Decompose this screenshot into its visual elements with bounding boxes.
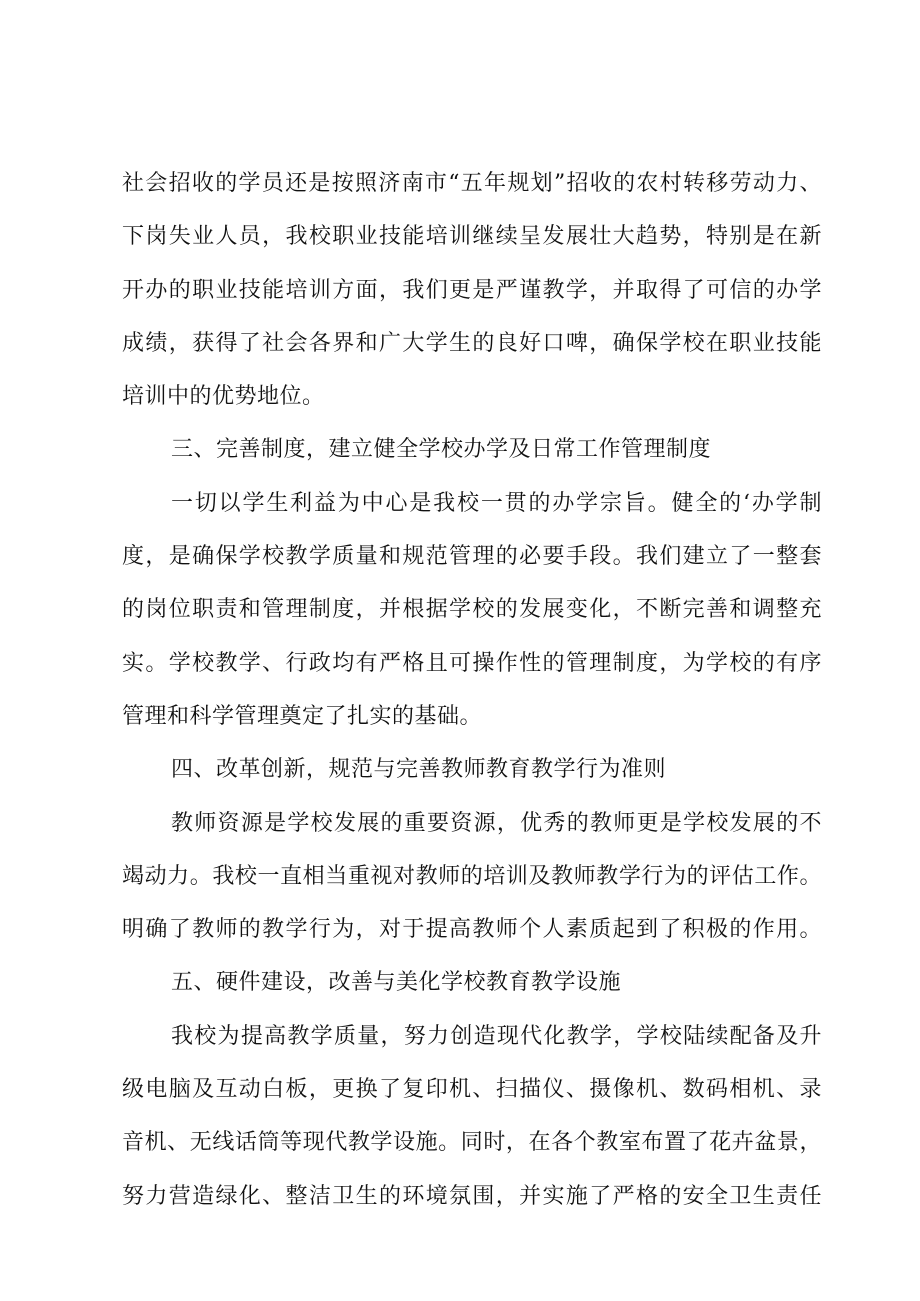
text-line: 实。学校教学、行政均有严格且可操作性的管理制度，为学校的有序: [122, 650, 822, 676]
text-line: 级电脑及互动白板，更换了复印机、扫描仪、摄像机、数码相机、录: [122, 1077, 822, 1103]
text-line: 管理和科学管理奠定了扎实的基础。: [122, 703, 483, 729]
text-line: 度，是确保学校教学质量和规范管理的必要手段。我们建立了一整套: [122, 544, 822, 570]
document-body: [122, 157, 822, 1223]
text-line: 开办的职业技能培训方面，我们更是严谨教学，并取得了可信的办学: [122, 277, 822, 303]
text-line: 社会招收的学员还是按照济南市“五年规划”招收的农村转移劳动力、: [122, 171, 822, 196]
text-line: 竭动力。我校一直相当重视对教师的培训及教师教学行为的评估工作。: [122, 863, 822, 889]
text-line: 努力营造绿化、整洁卫生的环境氛围，并实施了严格的安全卫生责任: [122, 1183, 822, 1209]
text-line: 明确了教师的教学行为，对于提高教师个人素质起到了积极的作用。: [122, 917, 822, 943]
paragraph-first-line: 教师资源是学校发展的重要资源，优秀的教师更是学校发展的不: [171, 810, 822, 836]
paragraph-first-line: 我校为提高教学质量，努力创造现代化教学，学校陆续配备及升: [171, 1023, 822, 1049]
paragraph-first-line: 三、完善制度，建立健全学校办学及日常工作管理制度: [171, 437, 712, 463]
text-line: 培训中的优势地位。: [122, 384, 325, 410]
paragraph-first-line: 一切以学生利益为中心是我校一贯的办学宗旨。健全的‘办学制: [171, 490, 822, 516]
text-line: 下岗失业人员，我校职业技能培训继续呈发展壮大趋势，特别是在新: [122, 224, 822, 250]
text-line: 成绩，获得了社会各界和广大学生的良好口啤，确保学校在职业技能: [122, 330, 822, 356]
text-line: 音机、无线话筒等现代教学设施。同时，在各个教室布置了花卉盆景，: [122, 1130, 822, 1156]
text-line: 的岗位职责和管理制度，并根据学校的发展变化，不断完善和调整充: [122, 597, 822, 623]
paragraph-first-line: 五、硬件建设，改善与美化学校教育教学设施: [171, 970, 622, 996]
paragraph-first-line: 四、改革创新，规范与完善教师教育教学行为准则: [171, 757, 667, 783]
